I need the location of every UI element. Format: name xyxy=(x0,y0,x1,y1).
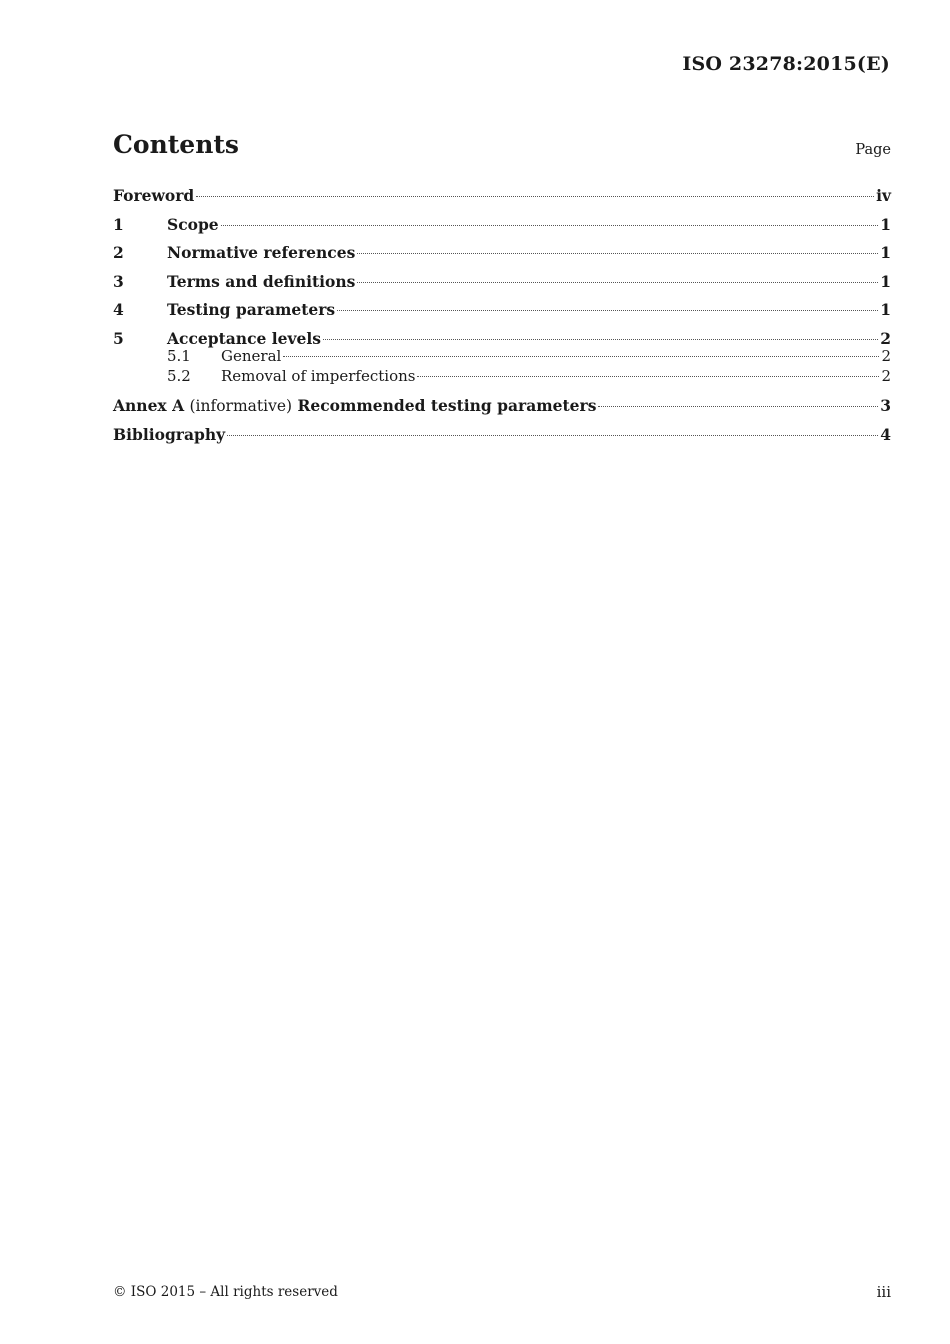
toc-entry-normative-references[interactable] xyxy=(113,242,891,271)
toc-leader-dots xyxy=(196,196,874,197)
toc-entry-removal-of-imperfections[interactable] xyxy=(113,367,891,387)
toc-entry-label xyxy=(113,395,596,417)
toc-entry-page: 4 xyxy=(880,424,891,444)
toc-entry-foreword[interactable] xyxy=(113,185,891,214)
toc-entry-page: 2 xyxy=(881,366,891,385)
toc-entry-number: 4 xyxy=(113,300,124,319)
toc-entry-label: Foreword xyxy=(113,186,195,205)
page-number: iii xyxy=(876,1283,891,1301)
toc-entry-label: Acceptance levels xyxy=(167,328,322,348)
toc-entry-label: Normative references xyxy=(167,243,356,262)
toc-entry-number: 3 xyxy=(113,271,124,291)
toc-entry-bibliography[interactable] xyxy=(113,424,891,453)
toc-entry-page: 1 xyxy=(880,243,891,262)
toc-entry-label: Bibliography xyxy=(113,424,226,444)
toc-entry-number: 5.1 xyxy=(167,347,191,365)
copyright-notice: © ISO 2015 – All rights reserved xyxy=(113,1284,338,1300)
toc-leader-dots xyxy=(357,253,878,254)
annex-title: Recommended testing parameters xyxy=(297,396,597,415)
toc-leader-dots xyxy=(227,435,878,436)
toc-entry-number: 1 xyxy=(113,214,124,234)
toc-entry-page: 1 xyxy=(880,300,891,319)
annex-designation: Annex A xyxy=(113,396,185,415)
toc-entry-general[interactable] xyxy=(113,347,891,367)
document-id: ISO 23278:2015(E) xyxy=(682,53,890,75)
toc-entry-label: Testing parameters xyxy=(167,300,336,319)
toc-leader-dots xyxy=(323,339,878,340)
toc-leader-dots xyxy=(357,282,878,283)
toc-entry-annex-a[interactable] xyxy=(113,395,891,424)
toc-leader-dots xyxy=(337,310,878,311)
toc-entry-page: 1 xyxy=(880,214,891,234)
toc-entry-page: 2 xyxy=(881,347,891,365)
toc-entry-label: Scope xyxy=(167,214,219,234)
toc-entry-label: Terms and definitions xyxy=(167,271,356,291)
toc-entry-number: 5.2 xyxy=(167,366,191,385)
toc-entry-page: 2 xyxy=(880,328,891,348)
toc-entry-label: General xyxy=(221,347,282,365)
toc-leader-dots xyxy=(598,406,878,407)
toc-entry-number: 2 xyxy=(113,243,124,262)
toc-leader-dots xyxy=(221,225,879,226)
toc-entry-scope[interactable] xyxy=(113,214,891,243)
toc-leader-dots xyxy=(283,356,879,357)
contents-title: Contents xyxy=(113,130,240,159)
annex-status: (informative) xyxy=(189,397,293,415)
toc-entry-page: iv xyxy=(876,186,891,205)
toc-entry-page: 3 xyxy=(880,396,891,415)
toc-entry-page: 1 xyxy=(880,271,891,291)
page-column-label: Page xyxy=(855,142,891,158)
toc-entry-testing-parameters[interactable] xyxy=(113,299,891,328)
toc-entry-label: Removal of imperfections xyxy=(221,366,416,385)
contents-heading-row xyxy=(113,130,891,170)
table-of-contents xyxy=(113,185,891,452)
toc-entry-terms-and-definitions[interactable] xyxy=(113,271,891,300)
toc-entry-number: 5 xyxy=(113,328,124,348)
toc-leader-dots xyxy=(417,376,879,377)
